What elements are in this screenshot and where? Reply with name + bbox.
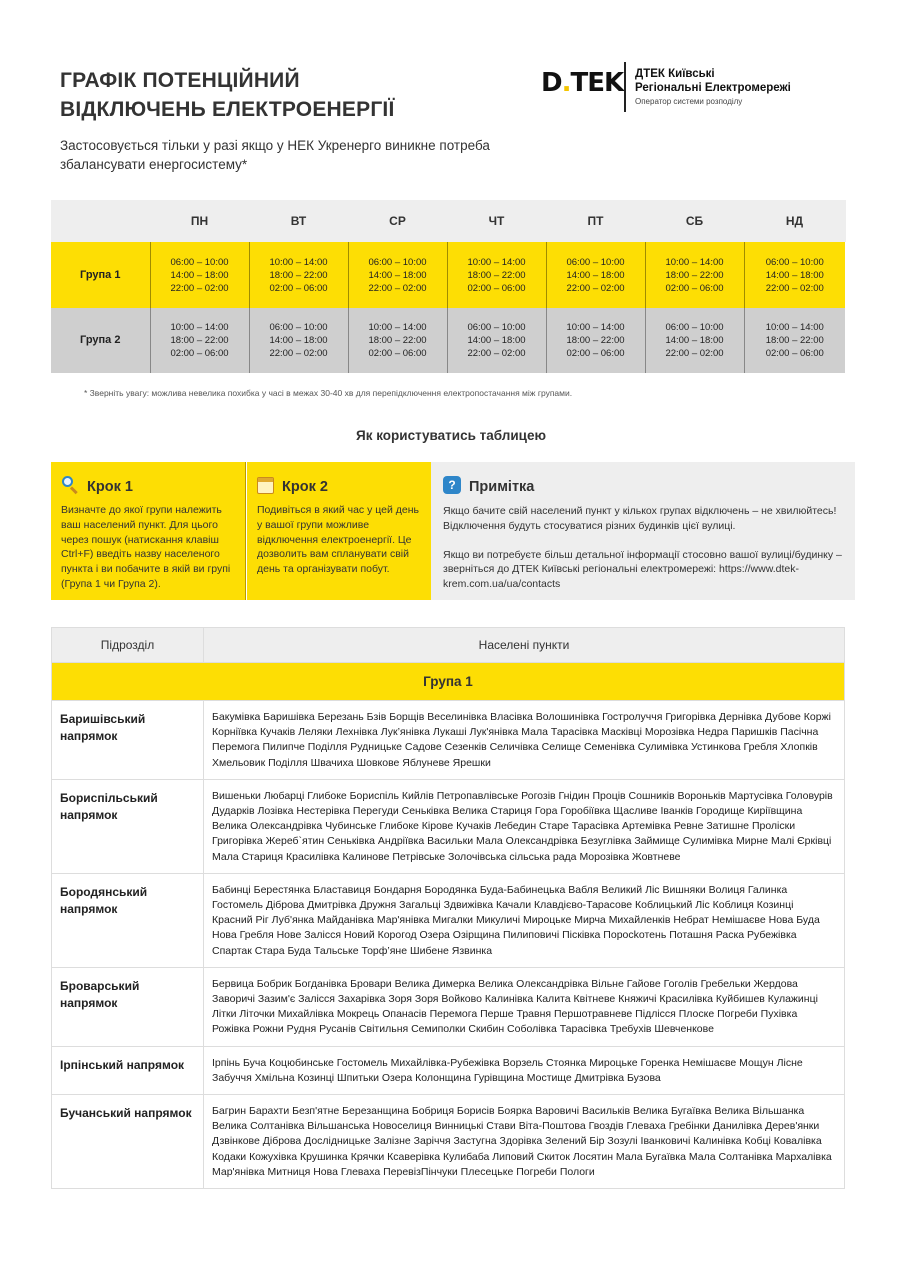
group-1-label: Група 1 [52, 663, 845, 701]
time-slot: 06:00 – 10:00 [765, 256, 824, 268]
time-slots-cell [447, 308, 546, 373]
time-slot: 10:00 – 14:00 [170, 322, 229, 333]
division-column-header: Підрозділ [52, 628, 204, 663]
time-slot: 18:00 – 22:00 [269, 269, 328, 281]
time-slot: 10:00 – 14:00 [765, 322, 824, 333]
direction-name: Броварський напрямок [52, 967, 204, 1046]
direction-name: Баришівський напрямок [52, 701, 204, 780]
time-slot: 02:00 – 06:00 [368, 348, 427, 359]
time-slots-cell [447, 242, 546, 308]
time-slot: 10:00 – 14:00 [269, 256, 328, 268]
time-slot: 22:00 – 02:00 [566, 282, 625, 294]
time-slots-cell [744, 242, 845, 308]
direction-name: Бучанський напрямок [52, 1095, 204, 1189]
time-slot: 02:00 – 06:00 [665, 282, 724, 294]
direction-name: Бородянський напрямок [52, 873, 204, 967]
time-slot: 02:00 – 06:00 [566, 348, 625, 359]
directions-table [51, 627, 845, 1189]
time-slot: 06:00 – 10:00 [170, 256, 229, 268]
time-slot: 10:00 – 14:00 [368, 322, 427, 333]
step-1-body: Визначте до якої групи належить ваш населений пункт. Для цього через пошук (натискання клавіш Ctrl+F) введіть назву населеного пункта і ви побачите в якій ви групі (Група 1 чи Група 2). [61, 504, 231, 590]
day-header: ПТ [546, 200, 645, 242]
schedule-footnote: * Зверніть увагу: можлива невелика похибка у часі в межах 30-40 хв для перепідключення електропостачання між групами. [84, 388, 573, 398]
day-header: НД [744, 200, 845, 242]
time-slot: 02:00 – 06:00 [170, 348, 229, 359]
group-1-row [52, 663, 845, 701]
direction-places: Багрин Барахти Безп'ятне Березанщина Бобриця Борисів Боярка Варовичі Васильків Велика Бугаївка Велика Вільшанка Велика Солтанівка Вільшанська Новоселиця Винницькі Стави Віта-Поштова Гвоздів Глеваха Гребінки Данилівка Дерев'янки Дзвінкове Діброва Дослідницьке Залізне Заріччя Застугна Здорівка Зелений Бір Зозулі Іванковичі Калинівка Кобці Ковалівка Кодаки Кожухівка Крушинка Крячки Ксаверівка Кулибаба Липовий Скиток Лосятин Мала Бугаївка Мала Солтанівка Мархалівка Мар'янівка Митниця Нова Глеваха ПеревізПінчуки Плесецьке Погреби Пологи [204, 1095, 845, 1189]
direction-row [52, 1046, 845, 1094]
time-slot: 18:00 – 22:00 [665, 269, 724, 281]
logo-company-name: ДТЕК Київські Регіональні Електромережі [635, 68, 791, 94]
time-slots-cell [249, 242, 348, 308]
time-slot: 06:00 – 10:00 [269, 322, 328, 333]
time-slot: 14:00 – 18:00 [765, 269, 824, 281]
time-slot: 14:00 – 18:00 [665, 335, 724, 346]
direction-row [52, 1095, 845, 1189]
time-slot: 22:00 – 02:00 [467, 348, 526, 359]
logo-mark: D.TEK [541, 68, 624, 98]
time-slot: 18:00 – 22:00 [170, 335, 229, 346]
time-slots-cell [150, 242, 249, 308]
time-slot: 18:00 – 22:00 [368, 335, 427, 346]
time-slot: 14:00 – 18:00 [170, 269, 229, 281]
time-slots-cell [249, 308, 348, 373]
time-slot: 02:00 – 06:00 [269, 282, 328, 294]
howto-heading: Як користуватись таблицею [356, 428, 546, 443]
time-slot: 06:00 – 10:00 [467, 322, 526, 333]
direction-name: Ірпінський напрямок [52, 1046, 204, 1094]
group-name-cell: Група 1 [51, 242, 150, 308]
time-slot: 06:00 – 10:00 [368, 256, 427, 268]
time-slots-cell [348, 242, 447, 308]
title-line-2: ВІДКЛЮЧЕНЬ ЕЛЕКТРОЕНЕРГІЇ [60, 98, 395, 121]
time-slot: 10:00 – 14:00 [467, 256, 526, 268]
note-panel [431, 462, 855, 600]
time-slot: 18:00 – 22:00 [467, 269, 526, 281]
schedule-group-row [51, 308, 845, 373]
direction-places: Бабинці Берестянка Бластавиця Бондарня Бородянка Буда-Бабинецька Вабля Великий Ліс Вишняки Волиця Галинка Гостомель Діброва Дмитрівка Дружня Загальці Здвижівка Качали Клавдієво-Тарасове Коблицький Ліс Коблиця Козинці Красний Ріг Луб'янка Майданівка Мар'янівка Мигалки Микуличі Мироцьке Мирча Михайленків Небрат Немішаєве Нова Буда Нова Гребля Нове Залісся Новий Корогод Озера Озірщина Пилиповичі Пісківка Поросkотень Поташня Раска Рубежівка Спартак Стара Буда Тальське Торф’яне Шибене Язвинка [204, 873, 845, 967]
direction-row [52, 873, 845, 967]
time-slots-cell [348, 308, 447, 373]
day-header: ВТ [249, 200, 348, 242]
step-1-title: Крок 1 [87, 479, 133, 495]
time-slots-cell [546, 242, 645, 308]
schedule-table [51, 200, 846, 373]
time-slot: 14:00 – 18:00 [566, 269, 625, 281]
direction-places: Бервица Бобрик Богданівка Бровари Велика Димерка Велика Олександрівка Вільне Гайове Гоголів Гребельки Жердова Заворичі Зазим'є Залісся Захарівка Зоря Зоря Войково Калинівка Калита Квітневе Княжичі Красилівка Куйбишев Кулажинці Літки Літочки Михайлівка Мокрець Опанасів Перемога Перше Травня Першотравневе Підлісся Плоске Погреби Пухівка Рожівка Рожни Рудня Русанів Світильня Семиполки Скибин Соболівка Тарасівка Требухів Шевченкове [204, 967, 845, 1046]
direction-row [52, 701, 845, 780]
note-paragraph-1: Якщо бачите свій населений пункт у кількох групах відключень – не хвилюйтесь! Відключення будуть стосуватися різних будинків цієї вулиці. [443, 505, 837, 532]
step-2-panel [247, 462, 431, 600]
time-slots-cell [744, 308, 845, 373]
time-slot: 14:00 – 18:00 [467, 335, 526, 346]
logo-separator [624, 62, 626, 112]
time-slot: 22:00 – 02:00 [170, 282, 229, 294]
schedule-corner-cell [51, 200, 150, 242]
direction-places: Вишеньки Любарці Глибоке Бориспіль Кийлів Петропавлівське Рогозів Гнідин Проців Сошників Вороньків Мартусівка Головурів Дударків Лозівка Нестерівка Перегуди Сеньківка Велика Стариця Гора Горобіївка Щасливе Іванків Городище Киріївщина Велика Олександрівка Чубинське Глибоке Кірове Кучаків Лебедин Старе Тарасівка Артемівка Ревне Затишне Пролiски Григорівка Жереб`ятин Сеньківка Андріївка Васильки Мала Олександрівка Безуглівка Займище Сулимівка Мирне Малі Єрківці Мала Стариця Красилівка Калинове Петрівське Золочівська сільська рада Морозівка Жовтневе [204, 779, 845, 873]
places-column-header: Населені пункти [204, 628, 845, 663]
time-slots-cell [546, 308, 645, 373]
schedule-header-row [51, 200, 845, 242]
time-slot: 02:00 – 06:00 [467, 282, 526, 294]
time-slots-cell [645, 242, 744, 308]
time-slots-cell [645, 308, 744, 373]
day-header: СБ [645, 200, 744, 242]
time-slot: 22:00 – 02:00 [368, 282, 427, 294]
directions-header-row [52, 628, 845, 663]
time-slot: 18:00 – 22:00 [765, 335, 824, 346]
time-slot: 14:00 – 18:00 [269, 335, 328, 346]
direction-row [52, 967, 845, 1046]
step-1-panel [51, 462, 246, 600]
time-slot: 10:00 – 14:00 [566, 322, 625, 333]
group-name-cell: Група 2 [51, 308, 150, 373]
time-slot: 22:00 – 02:00 [765, 282, 824, 294]
direction-places: Ірпінь Буча Коцюбинське Гостомель Михайлівка-Рубежівка Ворзель Стоянка Мироцьке Горенка Немішаєве Мощун Лісне Забуччя Хмільна Козинці Шпитьки Озера Колонщина Гурівщина Мостище Дмитрівка Бузова [204, 1046, 845, 1094]
question-icon: ? [443, 476, 461, 494]
time-slot: 22:00 – 02:00 [269, 348, 328, 359]
day-header: ПН [150, 200, 249, 242]
time-slot: 06:00 – 10:00 [665, 322, 724, 333]
magnifier-icon [61, 476, 79, 494]
note-paragraph-2: Якщо ви потребуєте більш детальної інформації стосовно вашої вулиці/будинку – зверніться до ДТЕК Київські регіональні електромережі: https://www.dtek-krem.com.ua/ua/contacts [443, 548, 842, 591]
title-line-1: ГРАФІК ПОТЕНЦІЙНИЙ [60, 69, 300, 92]
step-2-title: Крок 2 [282, 479, 328, 495]
schedule-group-row [51, 242, 845, 308]
day-header: СР [348, 200, 447, 242]
time-slot: 10:00 – 14:00 [665, 256, 724, 268]
direction-name: Бориспільський напрямок [52, 779, 204, 873]
time-slot: 06:00 – 10:00 [566, 256, 625, 268]
note-title: Примітка [469, 479, 535, 495]
direction-places: Бакумівка Баришівка Березань Бзів Борщів Веселинівка Власівка Волошинівка Гостролуччя Григорівка Дернівка Дубове Коржі Корніївка Кучаків Леляки Лехнівка Лук’янівка Лукаші Лук'янівка Мала Тарасівка Масківці Морозівка Недра Паришків Пасічна Перемога Пилипче Поділля Рудницьке Садове Сезенків Селичівка Селище Семенівка Сулимівка Устинкова Гребля Хлопків Хмельовик Поділля Швачиха Шовкове Яблуневе Ярешки [204, 701, 845, 780]
time-slot: 02:00 – 06:00 [765, 348, 824, 359]
direction-row [52, 779, 845, 873]
time-slots-cell [150, 308, 249, 373]
step-2-body: Подивіться в який час у цей день у вашої групи можливе відключення електроенергії. Це дозволить вам спланувати свій день та організувати побут. [257, 504, 420, 576]
time-slot: 22:00 – 02:00 [665, 348, 724, 359]
page-subtitle: Застосовується тільки у разі якщо у НЕК Укренерго виникне потреба збалансувати енергосистему* [60, 138, 490, 172]
day-header: ЧТ [447, 200, 546, 242]
time-slot: 14:00 – 18:00 [368, 269, 427, 281]
logo-tagline: Оператор системи розподілу [635, 97, 743, 106]
page-title [60, 66, 394, 124]
time-slot: 18:00 – 22:00 [566, 335, 625, 346]
calendar-icon [257, 477, 274, 494]
